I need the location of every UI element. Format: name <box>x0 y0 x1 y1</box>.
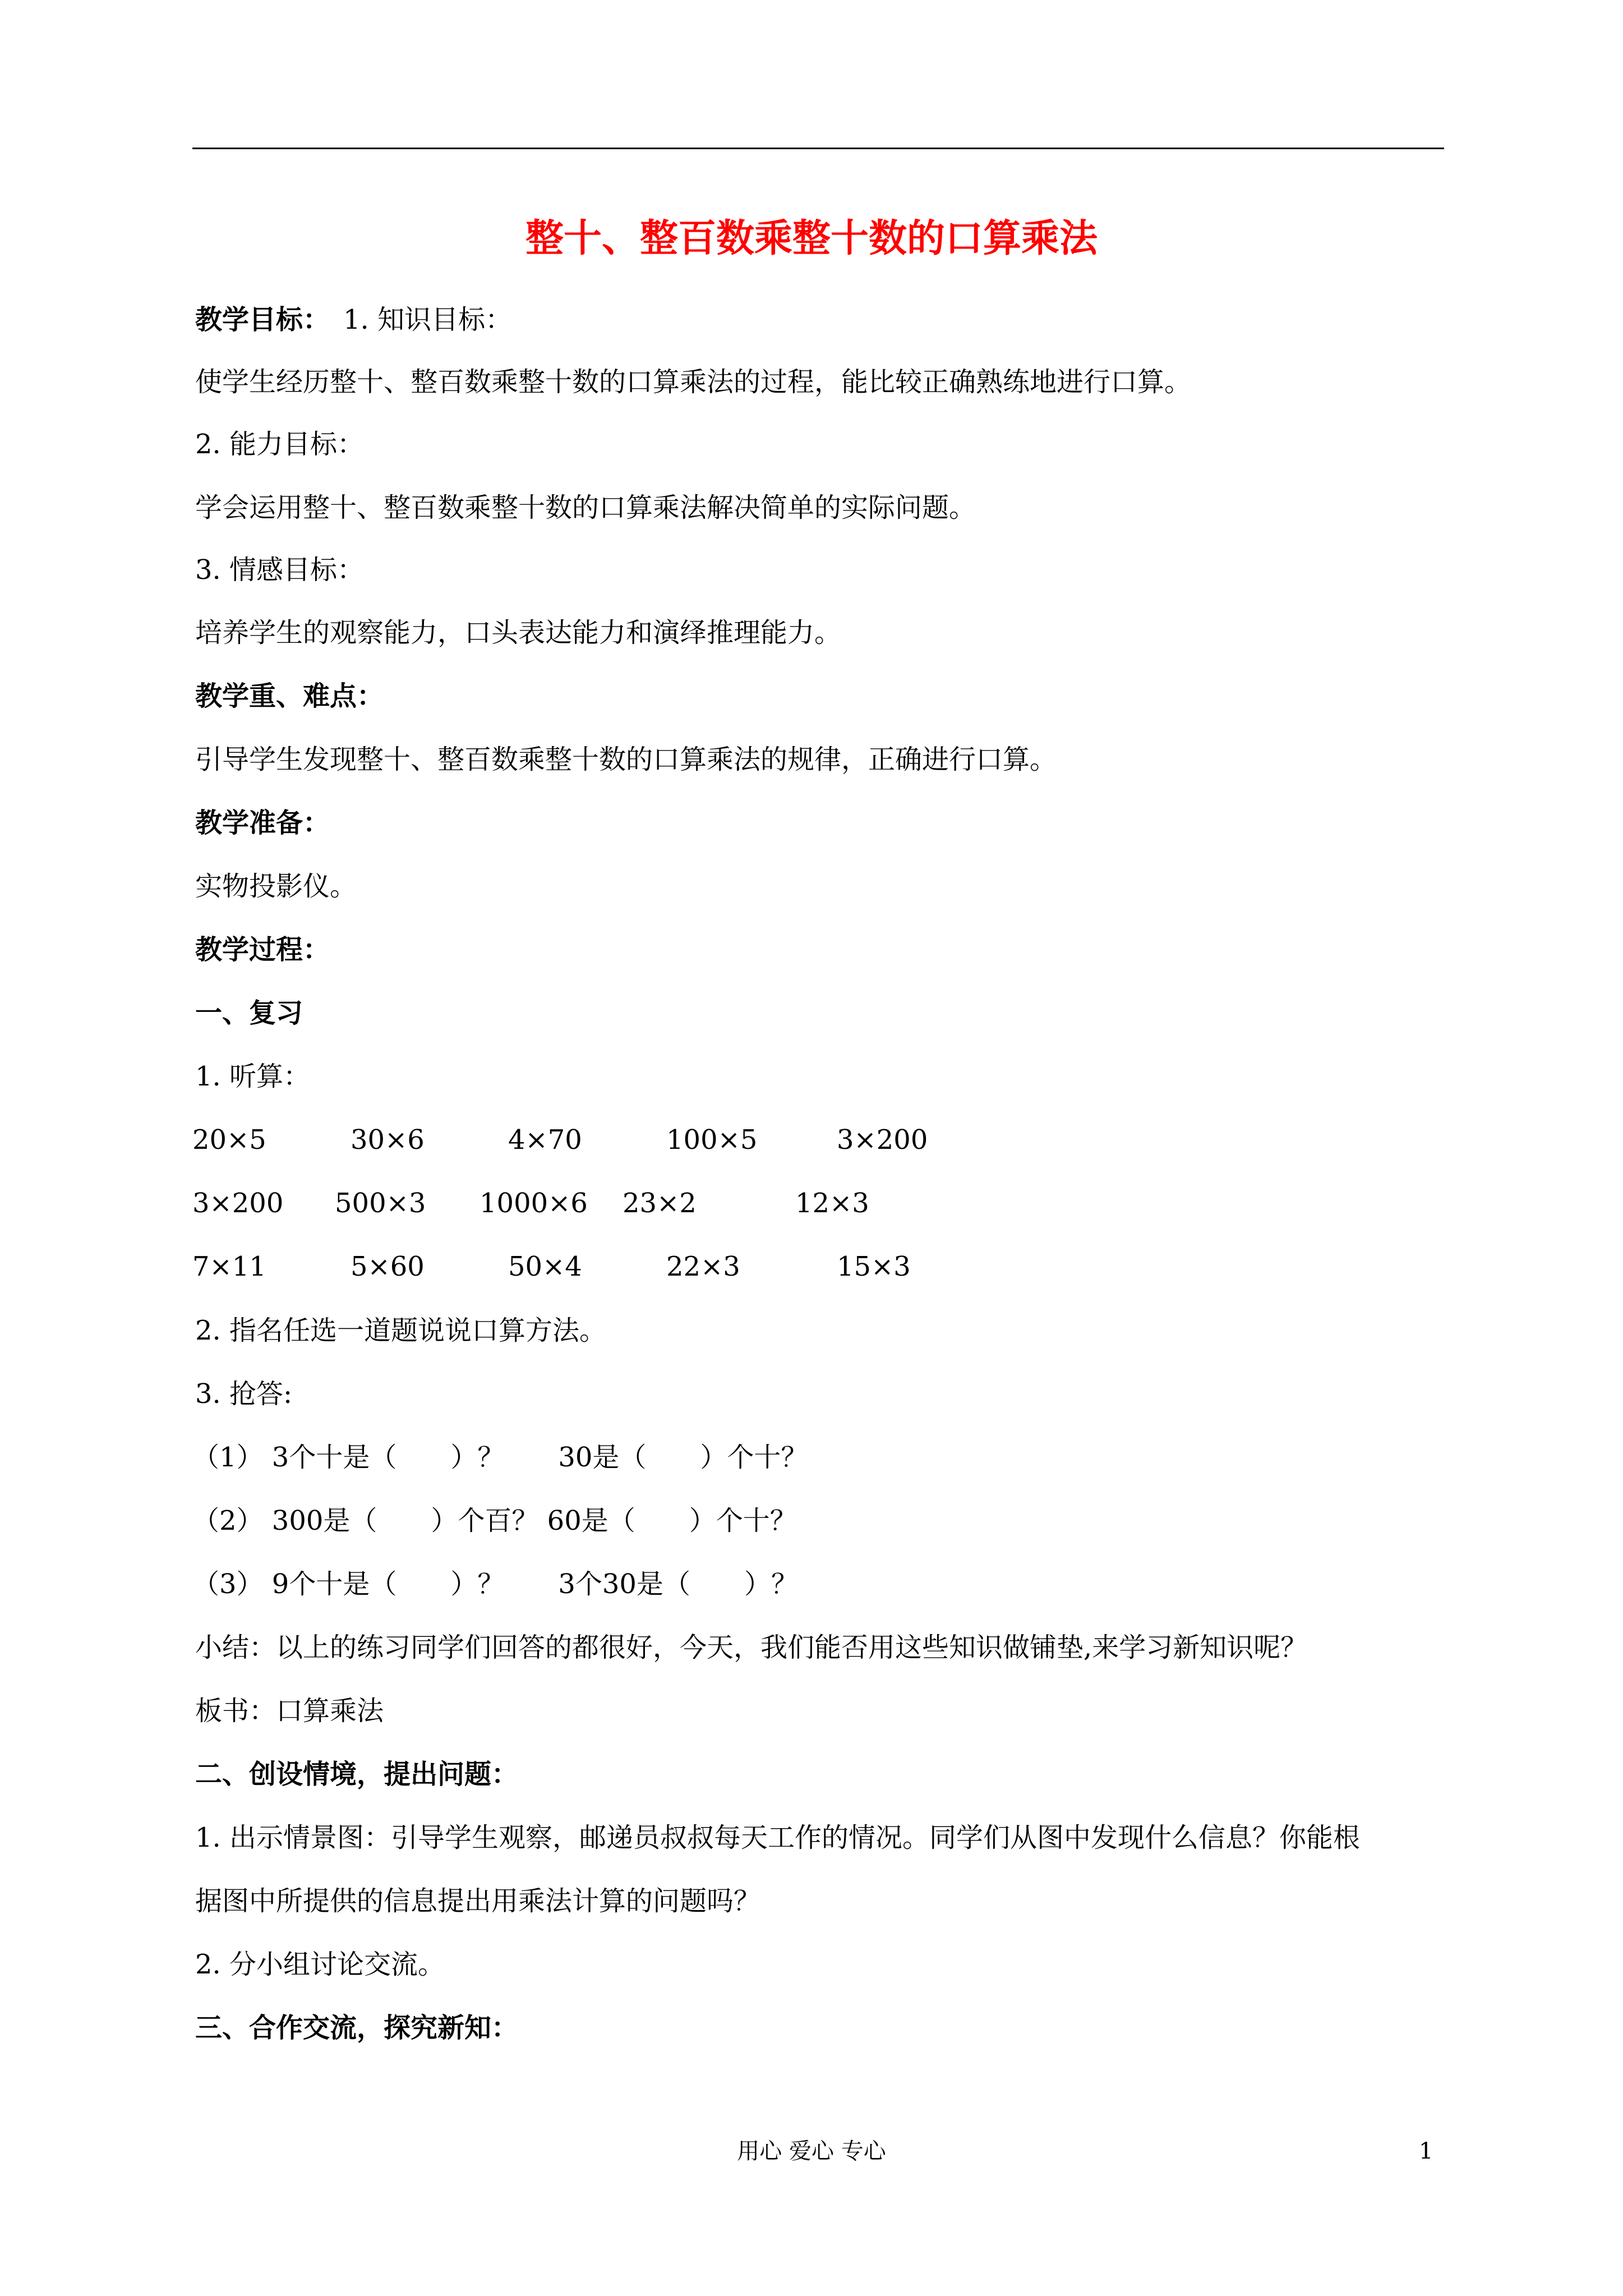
key-points-heading: 教学重、难点： <box>195 680 384 712</box>
calc-item: 100×5 <box>666 1124 758 1156</box>
objective-1-text: 使学生经历整十、整百数乘整十数的口算乘法的过程，能比较正确熟练地进行口算。 <box>195 366 1192 398</box>
page-number: 1 <box>1419 2138 1433 2164</box>
situation-item-1-line-1: 1. 出示情景图：引导学生观察，邮递员叔叔每天工作的情况。同学们从图中发现什么信息？你能根 <box>195 1822 1361 1853</box>
situation-item-1-line-2: 据图中所提供的信息提出用乘法计算的问题吗？ <box>195 1885 761 1917</box>
calc-item: 50×4 <box>508 1251 582 1282</box>
calc-item: 12×3 <box>795 1188 869 1219</box>
situation-heading: 二、创设情境，提出问题： <box>195 1759 519 1790</box>
calc-item: 20×5 <box>192 1124 266 1156</box>
objective-1-label: 1. 知识目标： <box>343 304 513 335</box>
calc-item: 3×200 <box>837 1124 928 1156</box>
header-rule <box>192 148 1444 149</box>
calc-item: 15×3 <box>837 1251 911 1282</box>
quick-answer-q2: （2） 300是（ ）个百？ 60是（ ）个十？ <box>192 1505 797 1536</box>
key-points-text: 引导学生发现整十、整百数乘整十数的口算乘法的规律，正确进行口算。 <box>195 744 1057 775</box>
review-heading: 一、复习 <box>195 997 303 1029</box>
objectives-label: 教学目标： <box>195 304 330 335</box>
objective-2-text: 学会运用整十、整百数乘整十数的口算乘法解决简单的实际问题。 <box>195 492 976 523</box>
quick-answer-q1: （1） 3个十是（ ）？ 30是（ ）个十？ <box>192 1442 808 1473</box>
preparation-heading: 教学准备： <box>195 807 330 839</box>
preparation-text: 实物投影仪。 <box>195 871 357 902</box>
calc-item: 30×6 <box>351 1124 425 1156</box>
quick-answer-q3: （3） 9个十是（ ）？ 3个30是（ ）？ <box>192 1568 798 1600</box>
objectives-heading <box>195 300 512 340</box>
footer-slogan: 用心 爱心 专心 <box>737 2138 886 2164</box>
calc-item: 7×11 <box>192 1251 266 1282</box>
calc-item: 500×3 <box>335 1188 426 1219</box>
process-heading: 教学过程： <box>195 934 330 965</box>
explore-heading: 三、合作交流，探究新知： <box>195 2012 519 2044</box>
objective-3-text: 培养学生的观察能力，口头表达能力和演绎推理能力。 <box>195 617 842 648</box>
calc-item: 1000×6 <box>479 1188 588 1219</box>
board-note: 板书：口算乘法 <box>195 1695 384 1727</box>
calc-item: 5×60 <box>351 1251 425 1282</box>
objective-3-label: 3. 情感目标： <box>195 554 365 586</box>
listening-calc-label: 1. 听算： <box>195 1061 311 1092</box>
calc-item: 22×3 <box>666 1251 740 1282</box>
document-title: 整十、整百数乘整十数的口算乘法 <box>525 216 1098 261</box>
situation-item-2: 2. 分小组讨论交流。 <box>195 1949 445 1980</box>
calc-item: 4×70 <box>508 1124 582 1156</box>
calc-item: 23×2 <box>623 1188 697 1219</box>
review-item-2: 2. 指名任选一道题说说口算方法。 <box>195 1315 607 1346</box>
review-item-3: 3. 抢答: <box>195 1378 293 1410</box>
objective-2-label: 2. 能力目标： <box>195 429 365 460</box>
review-summary: 小结：以上的练习同学们回答的都很好，今天，我们能否用这些知识做铺垫,来学习新知识呢？ <box>195 1632 1308 1663</box>
calc-item: 3×200 <box>192 1188 284 1219</box>
